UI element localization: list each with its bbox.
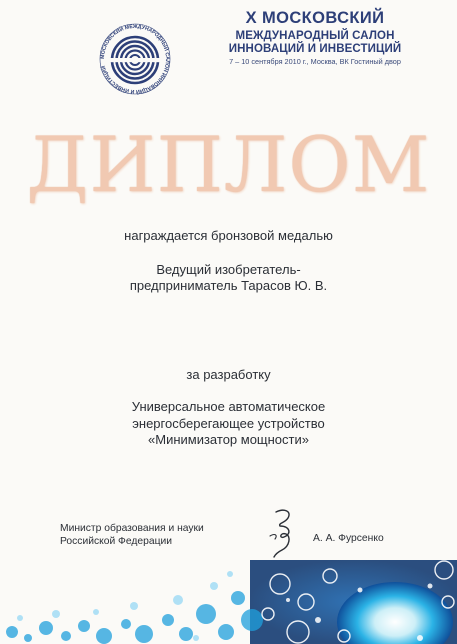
- development-line-1: Универсальное автоматическое: [131, 399, 326, 414]
- development-line-3: «Минимизатор мощности»: [148, 432, 309, 447]
- salon-header: [185, 9, 445, 66]
- diploma-title: ДИПЛОМ: [26, 120, 431, 209]
- ring-logo-icon: [98, 22, 172, 96]
- salon-title-line1: X МОСКОВСКИЙ: [245, 9, 385, 27]
- salon-dates: 7 – 10 сентября 2010 г., Москва, ВК Гостиный двор: [229, 57, 401, 66]
- salon-title-line2: МЕЖДУНАРОДНЫЙ САЛОН: [235, 30, 395, 42]
- salon-title-line3: ИННОВАЦИЙ И ИНВЕСТИЦИЙ: [228, 43, 402, 55]
- recipient-line-1: Ведущий изобретатель-: [156, 262, 301, 277]
- bubbles-decoration-icon: [0, 540, 457, 644]
- minister-line-2: Российской Федерации: [60, 536, 172, 547]
- for-development-text: за разработку: [186, 367, 271, 382]
- signatory-name: А. А. Фурсенко: [313, 533, 384, 544]
- development-line-2: энергосберегающее устройство: [132, 416, 325, 431]
- recipient-line-2: предприниматель Тарасов Ю. В.: [129, 278, 328, 293]
- minister-line-1: Министр образования и науки: [60, 523, 204, 534]
- svg-text:МОСКОВСКИЙ МЕЖДУНАРОДНЫЙ САЛОН: МОСКОВСКИЙ МЕЖДУНАРОДНЫЙ САЛОН ИННОВАЦИЙ И ИНВЕСТИЦИЙ: [99, 23, 171, 95]
- award-text: награждается бронзовой медалью: [124, 228, 333, 243]
- salon-logo: [98, 22, 172, 96]
